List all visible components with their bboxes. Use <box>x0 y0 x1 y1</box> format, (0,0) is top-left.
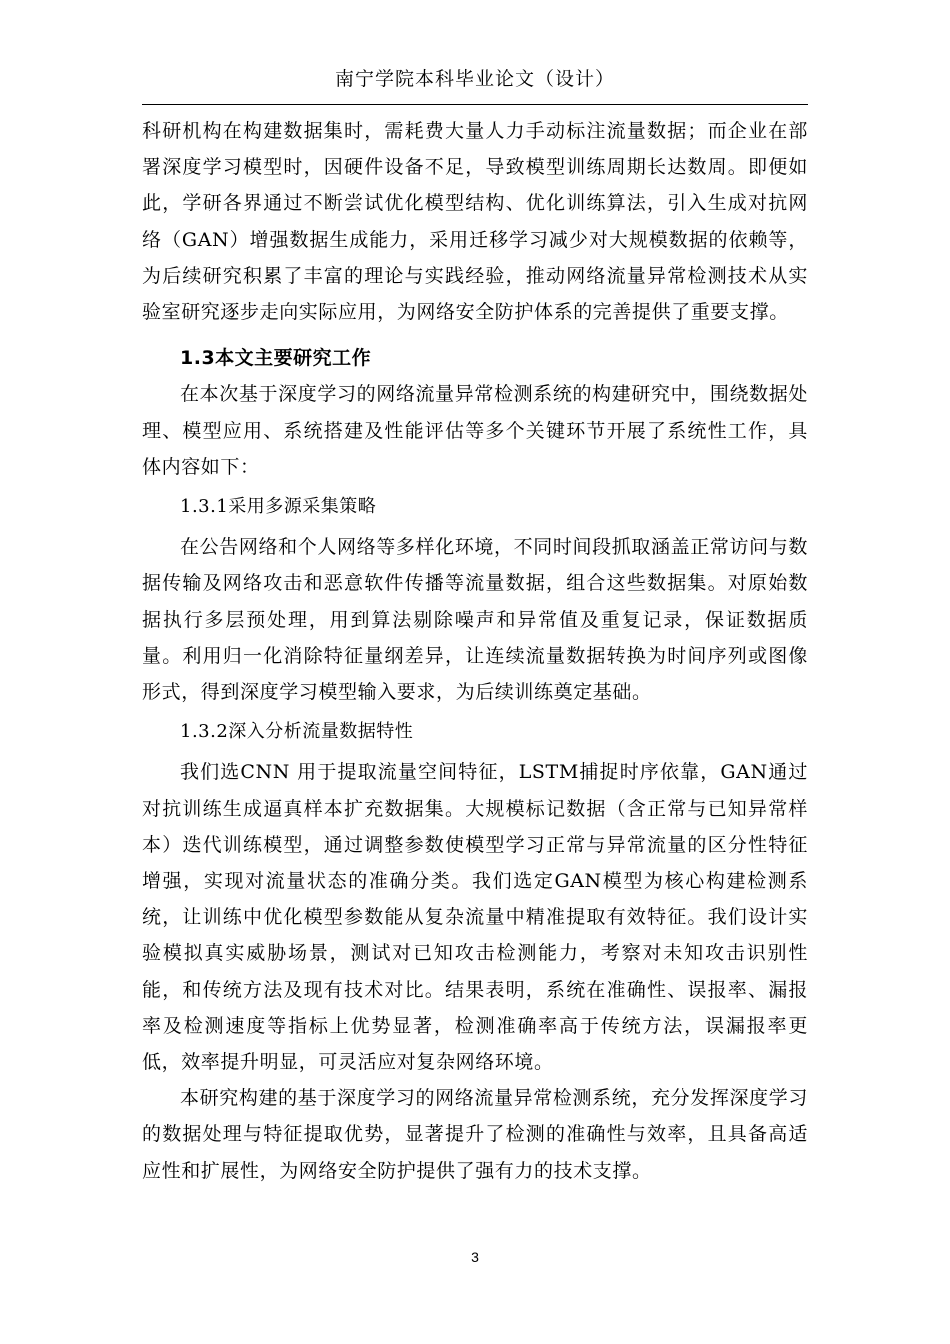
header-divider <box>142 104 808 105</box>
paragraph-section-intro: 在本次基于深度学习的网络流量异常检测系统的构建研究中，围绕数据处理、模型应用、系统搭建及性能评估等多个关键环节开展了系统性工作，具体内容如下： <box>142 383 808 478</box>
paragraph-subsection-1: 在公告网络和个人网络等多样化环境，不同时间段抓取涵盖正常访问与数据传输及网络攻击和恶意软件传播等流量数据，组合这些数据集。对原始数据执行多层预处理，用到算法剔除噪声和异常值及重复记录，保证数据质量。利用归一化消除特征量纲差异，让连续流量数据转换为时间序列或图像形式，得到深度学习模型输入要求，为后续训练奠定基础。 <box>142 536 808 704</box>
paragraph-intro-continued: 科研机构在构建数据集时，需耗费大量人力手动标注流量数据；而企业在部署深度学习模型时，因硬件设备不足，导致模型训练周期长达数周。即便如此，学研各界通过不断尝试优化模型结构、优化训练算法，引入生成对抗网络（GAN）增强数据生成能力，采用迁移学习减少对大规模数据的依赖等，为后续研究积累了丰富的理论与实践经验，推动网络流量异常检测技术从实验室研究逐步走向实际应用，为网络安全防护体系的完善提供了重要支撑。 <box>142 120 808 324</box>
paragraph-subsection-2: 我们选CNN 用于提取流量空间特征，LSTM捕捉时序依靠，GAN通过对抗训练生成逼真样本扩充数据集。大规模标记数据（含正常与已知异常样本）迭代训练模型，通过调整参数使模型学习正常与异常流量的区分性特征增强，实现对流量状态的准确分类。我们选定GAN模型为核心构建检测系统，让训练中优化模型参数能从复杂流量中精准提取有效特征。我们设计实验模拟真实威胁场景，测试对已知攻击检测能力，考察对未知攻击识别性能，和传统方法及现有技术对比。结果表明，系统在准确性、误报率、漏报率及检测速度等指标上优势显著，检测准确率高于传统方法，误漏报率更低，效率提升明显，可灵活应对复杂网络环境。 <box>142 761 808 1074</box>
page-body <box>142 113 808 1189</box>
section-heading: 1.3本文主要研究工作 <box>180 347 372 370</box>
page-number: 3 <box>471 1249 479 1265</box>
subsection-heading-2: 1.3.2深入分析流量数据特性 <box>180 721 414 743</box>
paragraph-conclusion: 本研究构建的基于深度学习的网络流量异常检测系统，充分发挥深度学习的数据处理与特征提取优势，显著提升了检测的准确性与效率，且具备高适应性和扩展性，为网络安全防护提供了强有力的技术支撑。 <box>142 1087 808 1182</box>
running-header: 南宁学院本科毕业论文（设计） <box>334 68 615 90</box>
subsection-heading-1: 1.3.1采用多源采集策略 <box>180 496 377 518</box>
spacer <box>142 330 808 340</box>
